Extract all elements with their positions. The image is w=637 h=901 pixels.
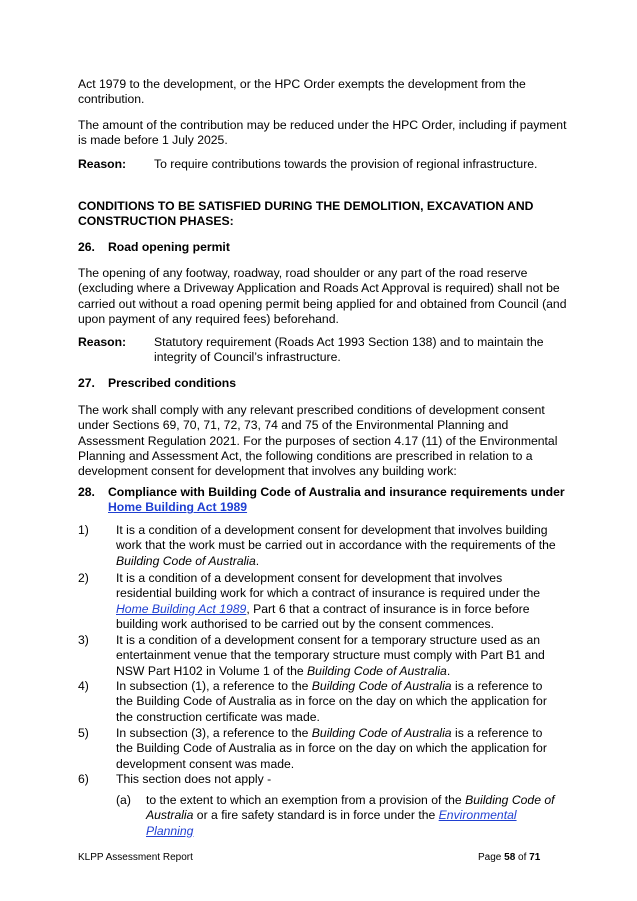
list-number: 2) <box>78 571 89 585</box>
item-text-end: . <box>255 553 260 568</box>
condition-number: 26. <box>78 240 95 254</box>
page-mid: of <box>515 852 530 863</box>
environmental-planning-link[interactable]: Environmental Planning <box>146 808 517 838</box>
condition-27-body: The work shall comply with any relevant prescribed conditions of development consent under Sections 69, 70, 71, 72, 73, 74 and 75 of the Environmental Planning and Assessment Regulation 2021. For the purposes of section 4.17 (11) of the Environmental Planning and Assessment Act, the following conditions are prescribed in relation to a development consent for development that involves any building work: <box>78 403 558 479</box>
list-number: 4) <box>78 679 89 693</box>
item-emphasis: Building Code of Australia <box>311 726 452 740</box>
paragraph-intro: Act 1979 to the development, or the HPC Order exempts the development from the contribution. <box>78 77 526 107</box>
condition-title: Prescribed conditions <box>108 376 236 390</box>
item-text: This section does not apply - <box>116 772 272 786</box>
item-emphasis: Building Code of Australia <box>116 553 256 568</box>
page-prefix: Page <box>478 852 505 863</box>
condition-26-body: The opening of any footway, roadway, road shoulder or any part of the road reserve (excluding where a Driveway Application and Roads Act Approval is required) shall not be carried out without a road opening permit being applied for and obtained from Council (and upon payment of any required fees) beforehand. <box>78 266 567 326</box>
condition-number: 27. <box>78 376 95 390</box>
reason-text: Statutory requirement (Roads Act 1993 Section 138) and to maintain the integrity of Council’s infrastructure. <box>154 335 544 365</box>
list-number: 5) <box>78 726 89 740</box>
item-emphasis: Building Code of Australia <box>307 663 447 678</box>
sub-list-letter: (a) <box>116 793 131 807</box>
footer-page-number <box>478 852 540 864</box>
item-text-end: . <box>446 663 451 678</box>
item-text-end: , Part 6 that a contract of insurance is in force before building work authorised to be carried out by the consent commences. <box>116 601 530 631</box>
home-building-act-link[interactable]: Home Building Act 1989 <box>108 500 248 515</box>
current-page: 58 <box>504 852 516 863</box>
total-pages: 71 <box>529 852 541 863</box>
item-text: It is a condition of a development consent for a temporary structure used as an entertainment venue that the temporary structure must comply with Part B1 and NSW Part H102 in Volume 1 of the <box>116 633 545 678</box>
home-building-act-link[interactable]: Home Building Act 1989 <box>116 601 247 616</box>
footer-left: KLPP Assessment Report <box>78 852 193 863</box>
list-number: 3) <box>78 633 89 647</box>
item-text: It is a condition of a development consent for development that involves residential building work for which a contract of insurance is required under the <box>116 571 541 601</box>
reason-label: Reason: <box>78 157 127 171</box>
item-text-mid: or a fire safety standard is in force under the <box>193 808 439 823</box>
item-text: to the extent to which an exemption from a provision of the <box>146 793 466 807</box>
reason-label: Reason: <box>78 335 127 349</box>
condition-title: Compliance with Building Code of Australia and insurance requirements under <box>108 485 565 499</box>
item-text-end: is a reference to the Building Code of Australia as in force on the day on which the application for the construction certificate was made. <box>116 679 547 724</box>
list-number: 1) <box>78 523 89 537</box>
list-number: 6) <box>78 772 89 786</box>
section-heading: CONDITIONS TO BE SATISFIED DURING THE DEMOLITION, EXCAVATION AND CONSTRUCTION PHASES: <box>78 199 534 229</box>
item-text: In subsection (1), a reference to the <box>116 679 312 693</box>
item-text: In subsection (3), a reference to the <box>116 726 312 740</box>
condition-title: Road opening permit <box>108 240 230 254</box>
item-emphasis: Building Code of Australia <box>146 793 555 823</box>
item-emphasis: Building Code of Australia <box>311 679 452 693</box>
item-text: It is a condition of a development consent for development that involves building work that the work must be carried out in accordance with the requirements of the <box>116 523 556 553</box>
reason-text: To require contributions towards the provision of regional infrastructure. <box>154 157 538 171</box>
condition-number: 28. <box>78 485 95 499</box>
item-text-end: is a reference to the Building Code of Australia as in force on the day on which the application for development consent was made. <box>116 726 547 771</box>
paragraph-amount: The amount of the contribution may be reduced under the HPC Order, including if payment is made before 1 July 2025. <box>78 118 567 148</box>
